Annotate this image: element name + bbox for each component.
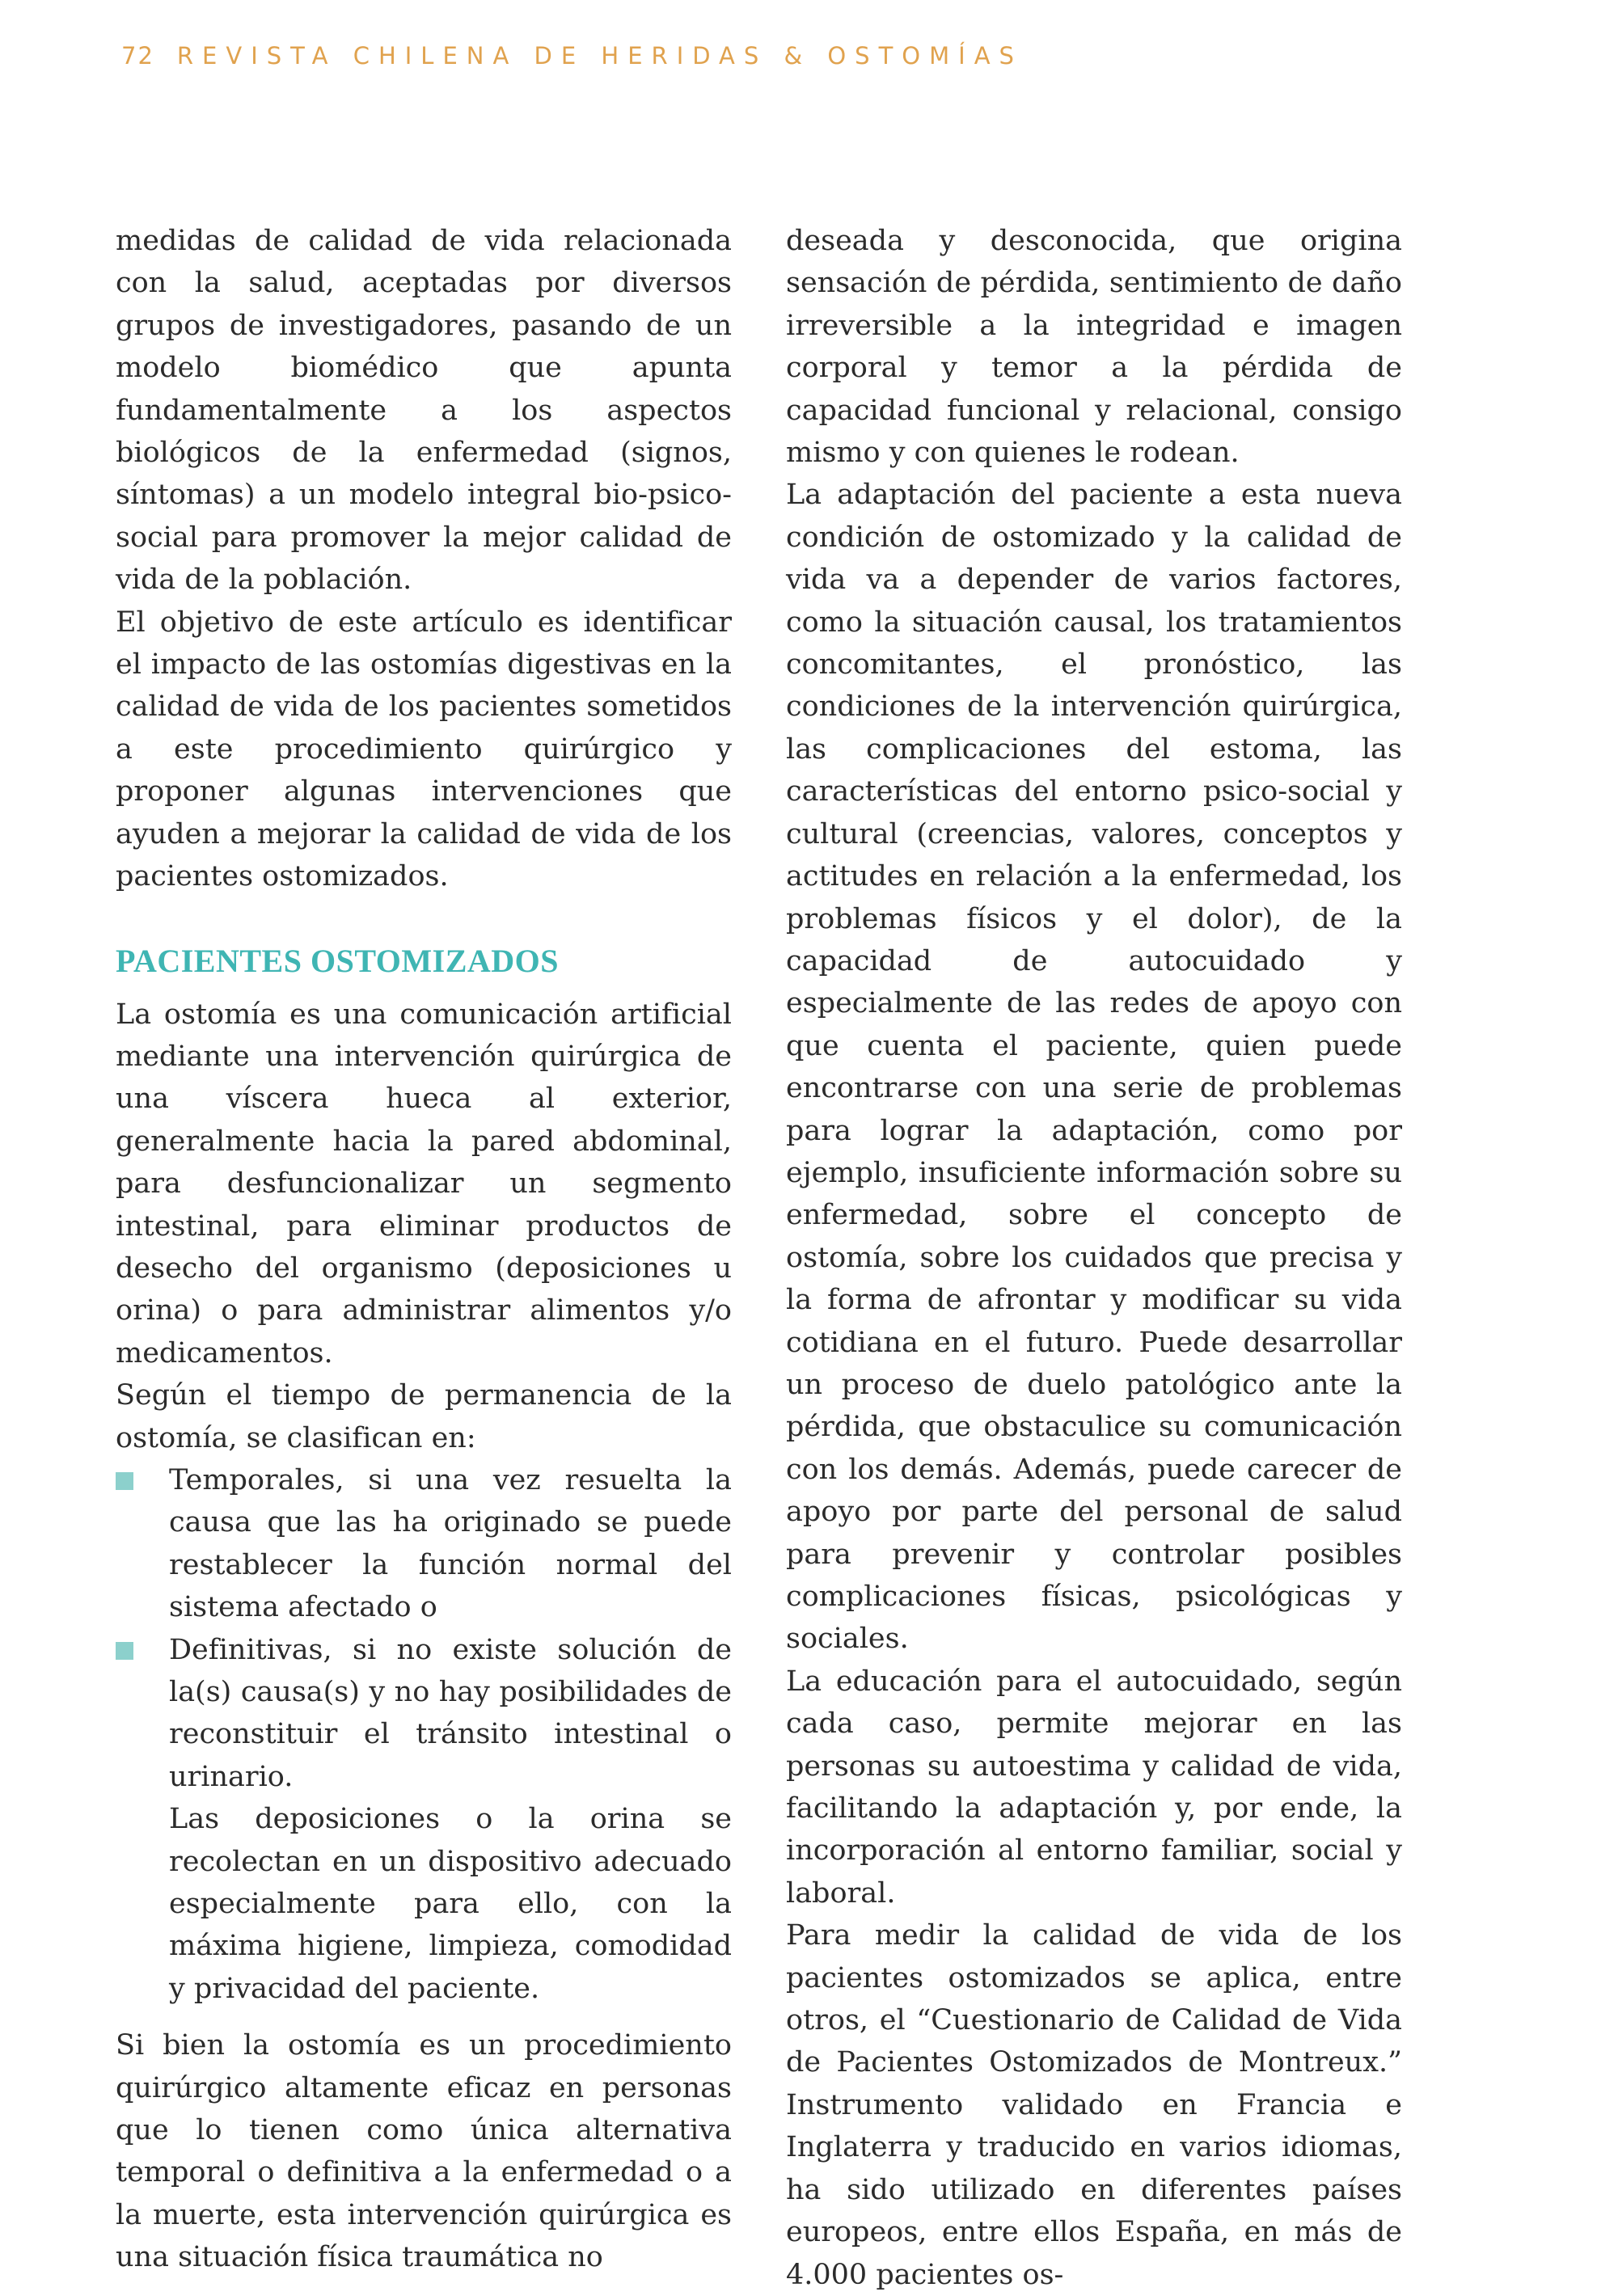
body-paragraph: El objetivo de este artículo es identificar el impacto de las ostomías digestivas en la calidad de vida de los pacientes sometidos a este procedimiento quirúrgico y proponer algunas intervenciones que ayuden a mejorar la calidad de vida de los pacientes ostomizados. [116, 606, 732, 893]
left-column [116, 220, 732, 2279]
list-item-text: Temporales, si una vez resuelta la causa que las ha originado se puede restablecer la función normal del sistema afectado o [169, 1463, 732, 1624]
body-paragraph: medidas de calidad de vida relacionada con la salud, aceptadas por diversos grupos de investigadores, pasando de un modelo biomédico que apunta fundamentalmente a los aspectos biológicos de la enfermedad (signos, síntomas) a un modelo integral bio-psico-social para promover la mejor calidad de vida de la población. [116, 225, 732, 597]
list-item [116, 1459, 732, 1629]
body-paragraph: Para medir la calidad de vida de los pacientes ostomizados se aplica, entre otros, el “Cuestionario de Calidad de Vida de Pacientes Ostomizados de Montreux.” Instrumento validado en Francia e Inglaterra y traducido en varios idiomas, ha sido utilizado en diferentes países europeos, entre ellos España, en más de 4.000 pacientes os- [786, 1919, 1402, 2291]
body-paragraph: Si bien la ostomía es un procedimiento quirúrgico altamente eficaz en personas que lo tienen como única alternativa temporal o definitiva a la enfermedad o a la muerte, esta intervención quirúrgica es una situación física traumática no [116, 2029, 732, 2274]
body-paragraph: La adaptación del paciente a esta nueva condición de ostomizado y la calidad de vida va a depender de varios factores, como la situación causal, los tratamientos concomitantes, el pronóstico, las condiciones de la intervención quirúrgica, las complicaciones del estoma, las características del entorno psico-social y cultural (creencias, valores, conceptos y actitudes en relación a la enfermedad, los problemas físicos y el dolor), de la capacidad de autocuidado y especialmente de las redes de apoyo con que cuenta el paciente, quien puede encontrarse con una serie de problemas para lograr la adaptación, como por ejemplo, insuficiente información sobre su enfermedad, sobre el concepto de ostomía, sobre los cuidados que precisa y la forma de afrontar y modificar su vida cotidiana en el futuro. Puede desarrollar un proceso de duelo patológico ante la pérdida, que obstaculice su comunicación con los demás. Además, puede carecer de apoyo por parte del personal de salud para prevenir y controlar posibles complicaciones físicas, psicológicas y sociales. [786, 479, 1402, 1656]
section-heading: PACIENTES OSTOMIZADOS [116, 942, 560, 979]
journal-title: REVISTA CHILENA DE HERIDAS & OSTOMÍAS [176, 42, 1023, 70]
body-paragraph: La educación para el autocuidado, según cada caso, permite mejorar en las personas su autoestima y calidad de vida, facilitando la adaptación y, por ende, la incorporación al entorno familiar, social y laboral. [786, 1665, 1402, 1910]
body-paragraph: deseada y desconocida, que origina sensación de pérdida, sentimiento de daño irreversible a la integridad e imagen corporal y temor a la pérdida de capacidad funcional y relacional, consigo mismo y con quienes le rodean. [786, 225, 1402, 470]
list-item-text: Definitivas, si no existe solución de la(s) causa(s) y no hay posibilidades de reconstituir el tránsito intestinal o urinario. [169, 1633, 732, 1793]
list-item [116, 1629, 732, 1799]
body-paragraph: Según el tiempo de permanencia de la ostomía, se clasifican en: [116, 1379, 732, 1454]
square-bullet-icon [116, 1642, 133, 1660]
page-number: 72 [121, 42, 154, 70]
running-header [121, 42, 1023, 70]
right-column [786, 220, 1402, 2296]
classification-list [116, 1459, 732, 1798]
body-paragraph: La ostomía es una comunicación artificial mediante una intervención quirúrgica de una víscera hueca al exterior, generalmente hacia la pared abdominal, para desfuncionalizar un segmento intestinal, para eliminar productos de desecho del organismo (deposiciones u orina) o para administrar alimentos y/o medicamentos. [116, 998, 732, 1370]
list-note: Las deposiciones o la orina se recolectan en un dispositivo adecuado especialmente para ello, con la máxima higiene, limpieza, comodidad y privacidad del paciente. [169, 1803, 732, 2005]
square-bullet-icon [116, 1472, 133, 1490]
